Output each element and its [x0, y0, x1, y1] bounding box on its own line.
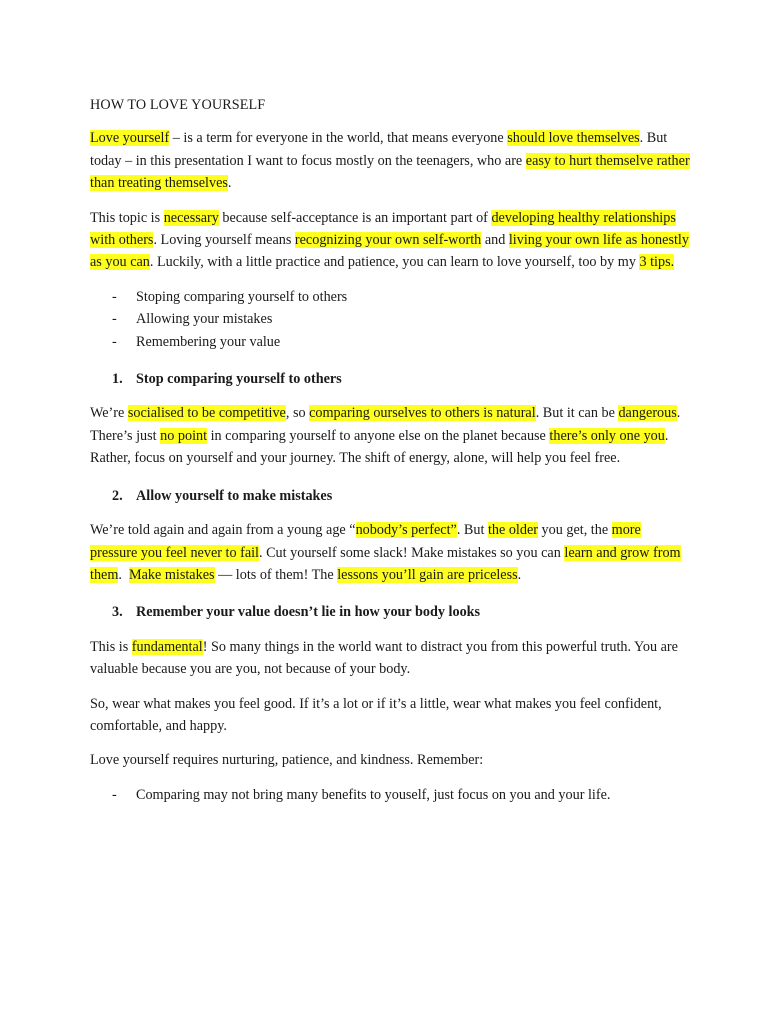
- text-run: — lots of them! The: [214, 566, 338, 583]
- text-run: .: [517, 566, 522, 583]
- list-item-text: Remembering your value: [136, 333, 281, 350]
- text-run: This topic is: [90, 209, 164, 226]
- text-run: ! So many things in the world want to distract you from this powerful truth. You are valuable because you are you, not because of your body.: [90, 638, 678, 678]
- text-run: .: [227, 175, 232, 192]
- text-run: . But it can be: [535, 405, 619, 422]
- highlight-easy-hurt: easy to hurt themselve rather than treating themselves: [90, 152, 690, 192]
- list-item: [90, 308, 690, 330]
- list-item-text: Stoping comparing yourself to others: [136, 288, 348, 305]
- section-3-paragraph-3: Love yourself requires nurturing, patience, and kindness. Remember:: [90, 752, 484, 769]
- list-item-text: Comparing may not bring many benefits to youself, just focus on you and your life.: [136, 786, 611, 803]
- list-item-text: Allowing your mistakes: [136, 311, 273, 328]
- text-run: – is a term for everyone in the world, that means everyone: [169, 130, 508, 147]
- text-run: . Rather, focus on yourself and your journey. The shift of energy, alone, will help you feel free.: [90, 427, 669, 467]
- text-run: . But: [456, 522, 488, 539]
- text-run: . Loving yourself means: [153, 232, 295, 249]
- section-number: 3.: [112, 604, 123, 621]
- text-run: and: [481, 232, 509, 249]
- dash-marker: -: [112, 311, 117, 328]
- highlight-should-love: should love themselves: [507, 130, 640, 147]
- section-heading-3: [90, 601, 690, 623]
- text-run: .: [118, 566, 130, 583]
- text-run: . But today – in this presentation I want to focus mostly on the teenagers, who are: [90, 130, 668, 169]
- section-heading-text: Remember your value doesn’t lie in how your body looks: [136, 604, 481, 621]
- section-heading-text: Stop comparing yourself to others: [136, 371, 342, 388]
- text-run: . There’s just: [90, 405, 681, 444]
- tips-list: [90, 286, 690, 353]
- remember-list: [90, 784, 690, 806]
- list-item: [90, 784, 690, 806]
- highlight-nobody-perfect: nobody’s perfect”: [355, 522, 457, 539]
- dash-marker: -: [112, 786, 117, 803]
- highlight-fundamental: fundamental: [131, 638, 203, 655]
- highlight-tips: 3 tips.: [639, 254, 675, 271]
- text-run: This is: [90, 638, 132, 655]
- section-heading-2: [90, 485, 690, 507]
- highlight-older: the older: [487, 522, 538, 539]
- highlight-dangerous: dangerous: [618, 405, 677, 422]
- section-3-paragraph-1: [90, 636, 690, 681]
- highlight-developing: developing healthy relationships with others: [90, 209, 676, 249]
- highlight-no-point: no point: [160, 427, 208, 444]
- document-title: HOW TO LOVE YOURSELF: [90, 97, 266, 113]
- text-run: We’re: [90, 405, 128, 422]
- text-run: because self-acceptance is an important part of: [218, 209, 492, 226]
- section-3-paragraph-2: So, wear what makes you feel good. If it’s a lot or if it’s a little, wear what makes you feel confident, comfortable, and happy.: [90, 695, 662, 734]
- highlight-socialised: socialised to be competitive: [127, 405, 286, 422]
- list-item: [90, 331, 690, 353]
- text-run: , so: [285, 405, 310, 422]
- text-run: you get, the: [537, 522, 612, 539]
- section-heading-text: Allow yourself to make mistakes: [136, 487, 333, 504]
- text-run: . Luckily, with a little practice and patience, you can learn to love yourself, too by my: [149, 254, 640, 271]
- section-heading-1: [90, 368, 690, 390]
- section-number: 2.: [112, 487, 123, 504]
- highlight-living: living your own life as honestly as you can: [90, 232, 689, 271]
- highlight-recognizing: recognizing your own self-worth: [294, 232, 482, 249]
- highlight-lessons: lessons you’ll gain are priceless: [337, 566, 518, 583]
- highlight-pressure: more pressure you feel never to fail: [90, 522, 641, 561]
- section-1-paragraph: [90, 402, 690, 469]
- section-2-paragraph: [90, 519, 690, 586]
- highlight-comparing: comparing ourselves to others is natural: [309, 405, 536, 422]
- highlight-love-yourself: Love yourself: [90, 130, 170, 147]
- dash-marker: -: [112, 333, 117, 350]
- highlight-make-mistakes: Make mistakes: [129, 566, 215, 583]
- text-run: We’re told again and again from a young age “: [90, 522, 356, 539]
- text-run: in comparing yourself to anyone else on the planet because: [207, 427, 550, 444]
- intro-paragraph-1: [90, 127, 690, 194]
- dash-marker: -: [112, 288, 117, 305]
- text-run: . Cut yourself some slack! Make mistakes so you can: [259, 544, 565, 561]
- list-item: [90, 286, 690, 308]
- section-number: 1.: [112, 371, 123, 388]
- highlight-only-one: there’s only one you: [549, 427, 665, 444]
- intro-paragraph-2: [90, 207, 690, 274]
- highlight-necessary: necessary: [163, 209, 219, 226]
- document-page: [90, 94, 690, 818]
- highlight-learn: learn and grow from them: [90, 544, 681, 583]
